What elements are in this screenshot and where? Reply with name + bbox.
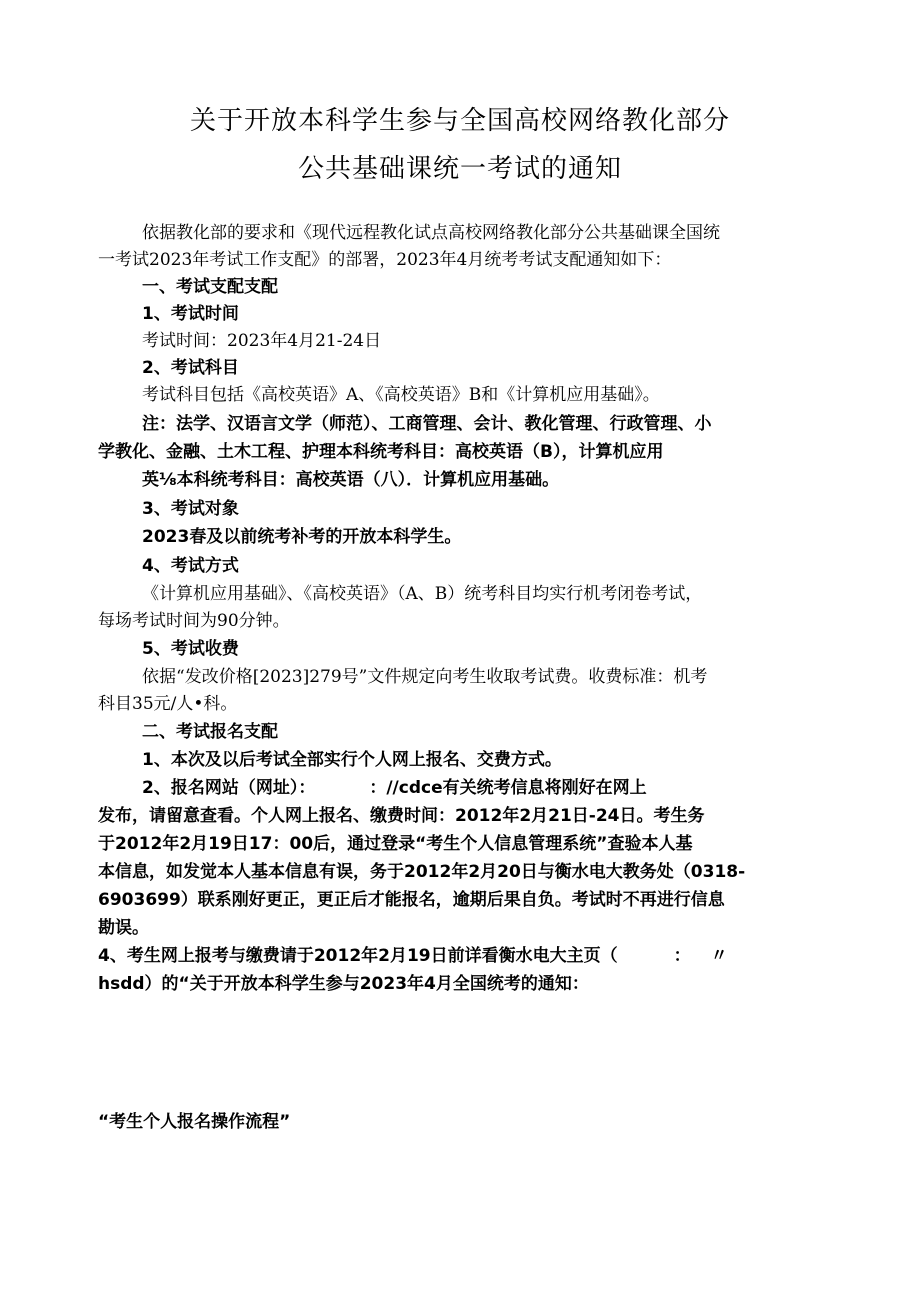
exam-time-text: 考试时间：2023年4月21-24日 <box>142 331 382 351</box>
exam-method-line-2: 每场考试时间为90分钟。 <box>98 611 290 631</box>
exam-method-line-1: 《计算机应用基础》、《高校英语》（A、B）统考科目均实行机考闭卷考试， <box>142 584 703 604</box>
payment-notice-line-1 <box>98 945 728 967</box>
exam-target-text: 2023春及以前统考补考的开放本科学生。 <box>142 527 462 547</box>
registration-website-line-1 <box>142 777 647 799</box>
exam-target-heading: 3、考试对象 <box>142 499 239 519</box>
homepage-colon: ： <box>673 946 691 966</box>
registration-line-4: 本信息，如发觉本人基本信息有误，务于2012年2月20日与衡水电大教务处（0318- <box>98 862 746 882</box>
payment-notice-line-2: hsdd）的“关于开放本科学生参与2023年4月全国统考的通知： <box>98 974 589 994</box>
section-2-heading: 二、考试报名支配 <box>142 722 278 742</box>
note-line-3: 英⅛本科统考科目：高校英语（八）．计算机应用基础。 <box>142 470 560 490</box>
registration-method-text: 1、本次及以后考试全部实行个人网上报名、交费方式。 <box>142 750 562 770</box>
registration-line-5: 6903699）联系刚好更正，更正后才能报名，逾期后果自负。考试时不再进行信息 <box>98 890 725 910</box>
registration-line-2: 发布，请留意查看。个人网上报名、缴费时间：2012年2月21日-24日。考生务 <box>98 806 705 826</box>
exam-fee-heading: 5、考试收费 <box>142 639 239 659</box>
note-line-2: 学教化、金融、土木工程、护理本科统考科目：高校英语（B），计算机应用 <box>98 442 664 462</box>
exam-fee-line-1: 依据“发改价格[2023]279号”文件规定向考生收取考试费。收费标准：机考 <box>142 667 708 687</box>
document-title-line-1: 关于开放本科学生参与全国高校网络教化部分 <box>189 106 730 136</box>
registration-website-label: 2、报名网站（网址）： <box>142 778 316 798</box>
intro-line-2: 一考试2023年考试工作支配》的部署，2023年4月统考考试支配通知如下： <box>98 250 672 270</box>
registration-website-url-fragment: ：//cdce有关统考信息将刚好在网上 <box>369 778 647 798</box>
section-1-heading: 一、考试支配支配 <box>142 277 278 297</box>
homepage-mark: 〃 <box>710 946 728 966</box>
payment-notice-text: 4、考生网上报考与缴费请于2012年2月19日前详看衡水电大主页（ <box>98 946 618 966</box>
exam-fee-line-2: 科目35元/人•科。 <box>98 694 238 714</box>
registration-process-quote: “考生个人报名操作流程” <box>98 1112 291 1132</box>
registration-line-6: 勘误。 <box>98 918 149 938</box>
intro-line-1: 依据教化部的要求和《现代远程教化试点高校网络教化部分公共基础课全国统 <box>142 223 720 243</box>
registration-line-3: 于2012年2月19日17：00后，通过登录“考生个人信息管理系统”查验本人基 <box>98 834 693 854</box>
exam-time-heading: 1、考试时间 <box>142 304 239 324</box>
document-title-line-2: 公共基础课统一考试的通知 <box>297 154 622 184</box>
exam-method-heading: 4、考试方式 <box>142 556 239 576</box>
note-line-1: 注：法学、汉语言文学（师范）、工商管理、会计、教化管理、行政管理、小 <box>142 414 712 434</box>
exam-subjects-text: 考试科目包括《高校英语》A、《高校英语》B和《计算机应用基础》。 <box>142 385 660 405</box>
exam-subjects-heading: 2、考试科目 <box>142 358 239 378</box>
